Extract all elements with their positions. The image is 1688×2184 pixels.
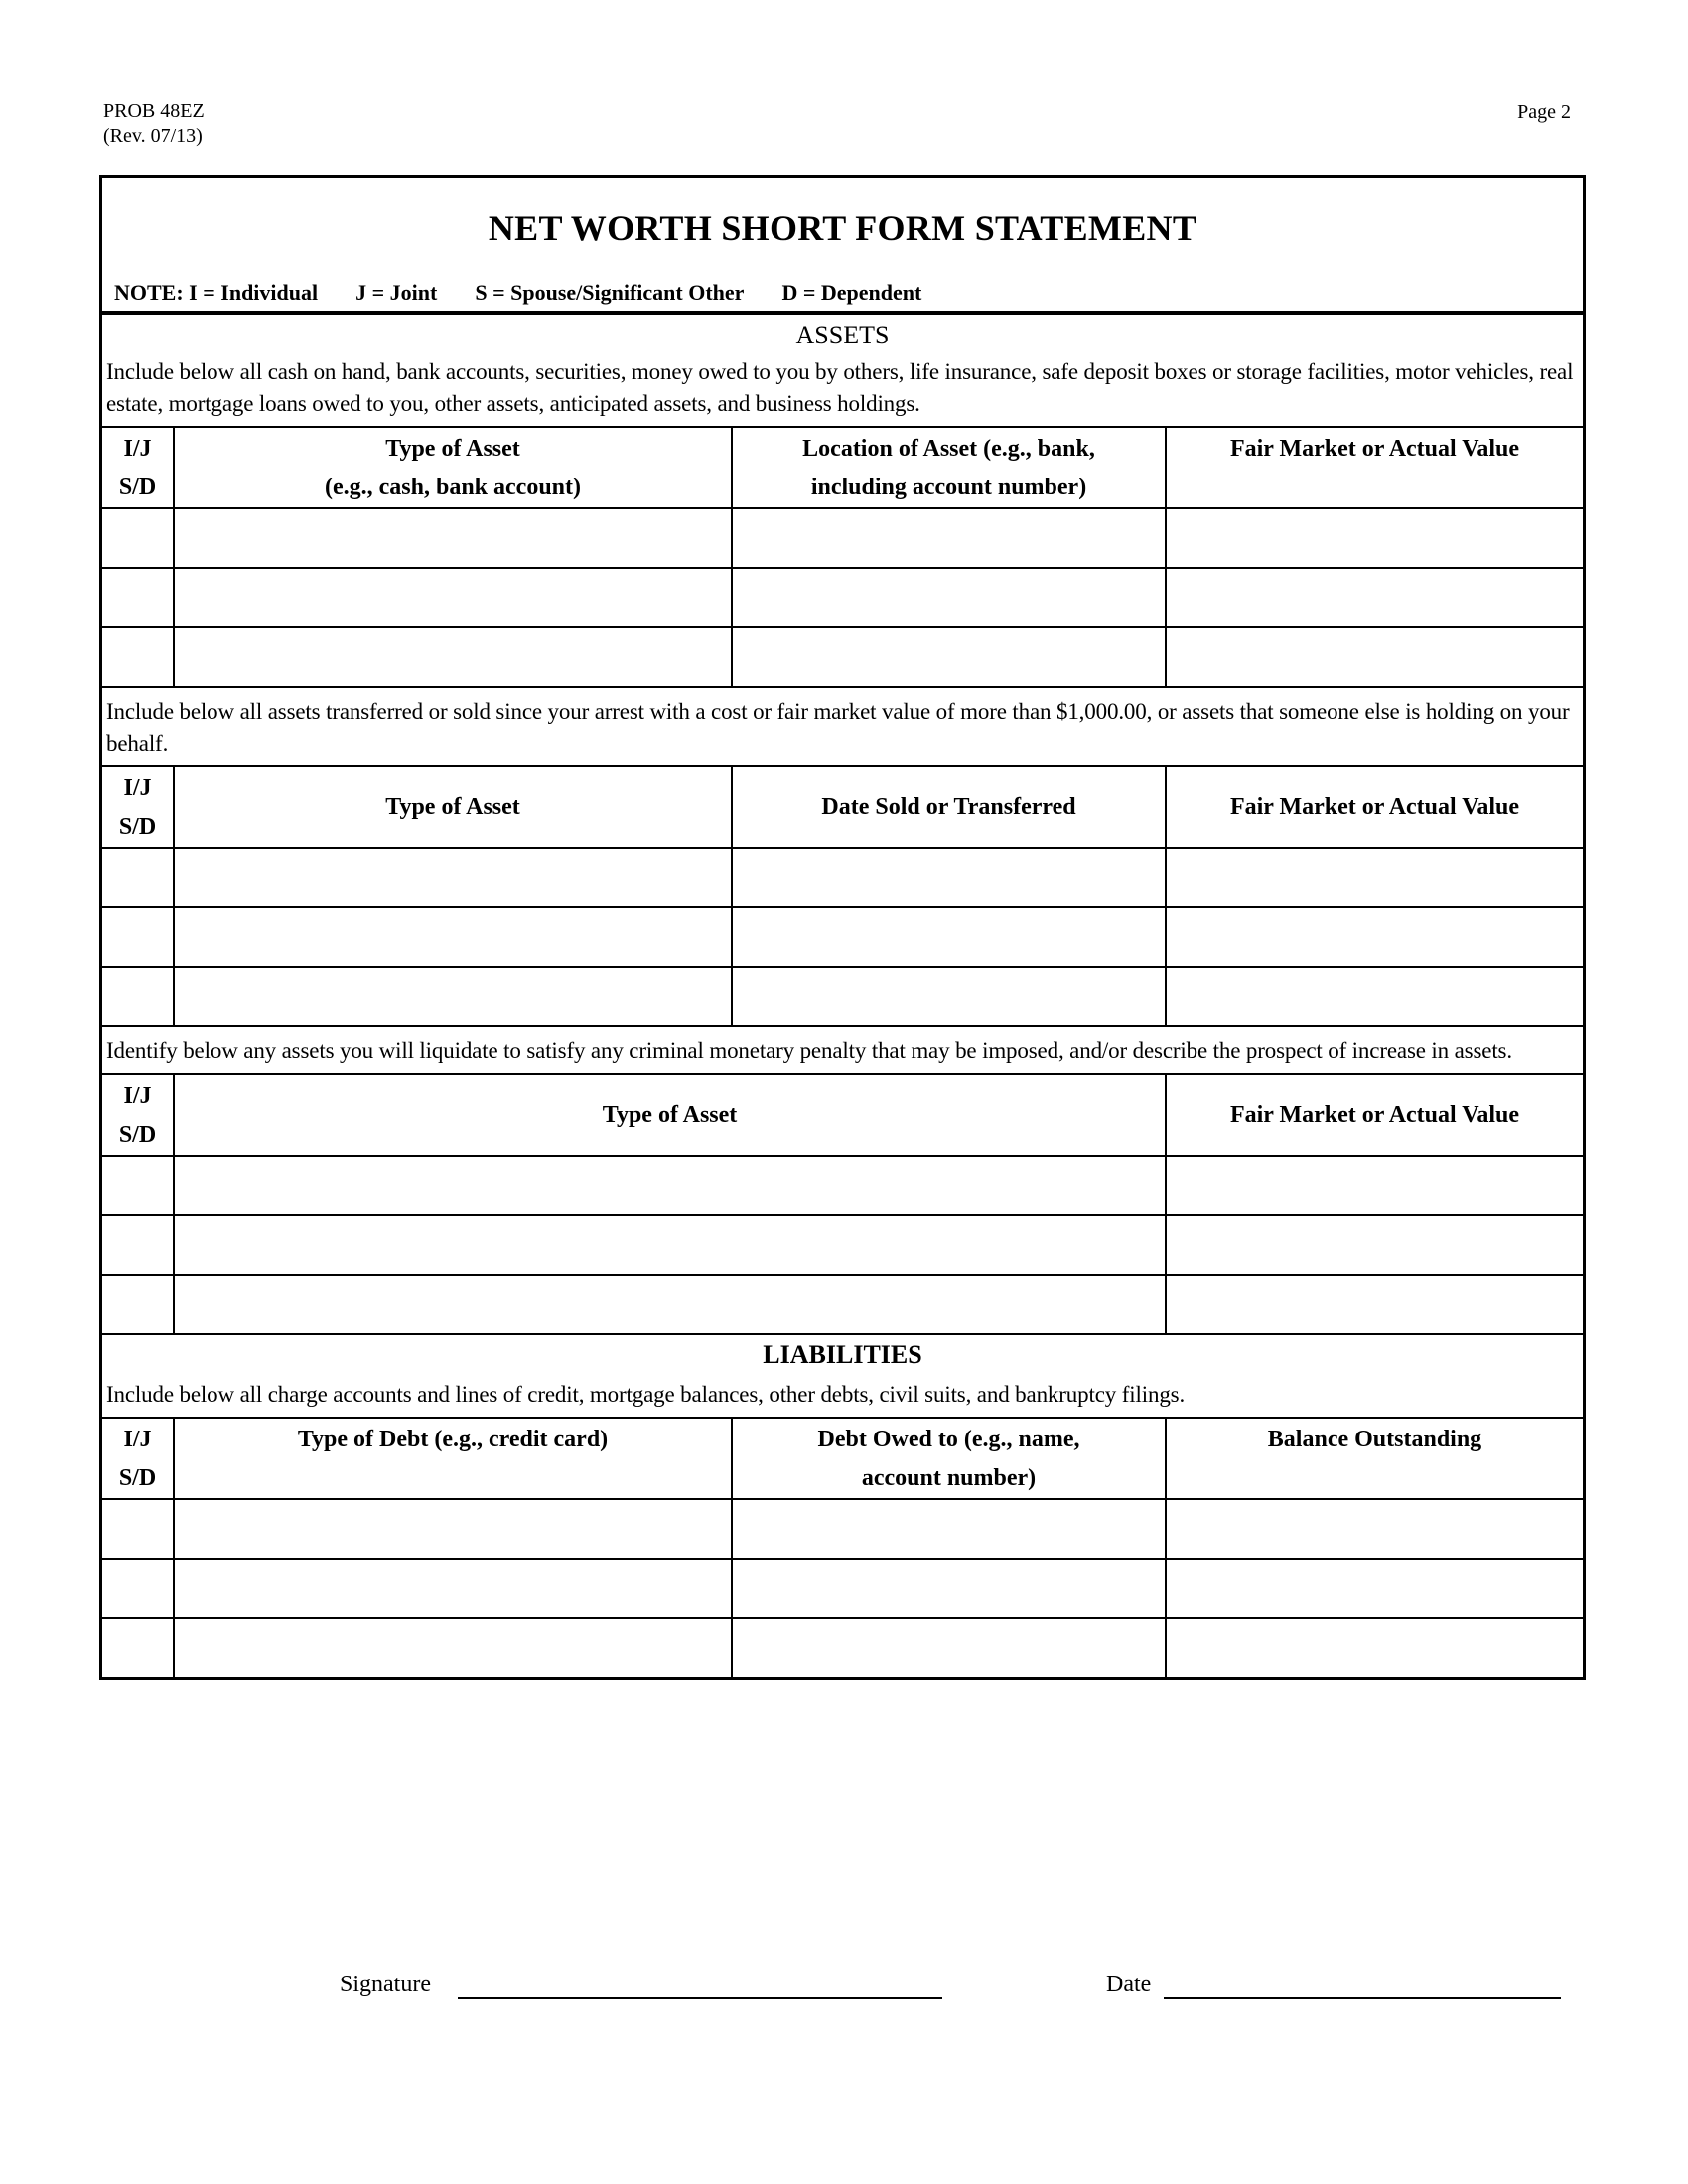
table-row bbox=[102, 907, 1583, 967]
assets-table-1 bbox=[102, 426, 1583, 688]
col-ijsd-line1: I/J bbox=[123, 1427, 152, 1452]
input-cell[interactable] bbox=[732, 1559, 1166, 1618]
col-fair-market-value: Fair Market or Actual Value bbox=[1166, 1074, 1583, 1156]
table-row bbox=[102, 627, 1583, 687]
input-cell[interactable] bbox=[174, 1559, 732, 1618]
input-cell[interactable] bbox=[102, 1156, 174, 1215]
input-cell[interactable] bbox=[1166, 1215, 1583, 1275]
input-cell[interactable] bbox=[102, 568, 174, 627]
input-cell[interactable] bbox=[1166, 627, 1583, 687]
input-cell[interactable] bbox=[102, 907, 174, 967]
liabilities-table bbox=[102, 1417, 1583, 1677]
input-cell[interactable] bbox=[732, 967, 1166, 1026]
table-row bbox=[102, 848, 1583, 907]
col-fair-market-value: Fair Market or Actual Value bbox=[1166, 766, 1583, 848]
input-cell[interactable] bbox=[1166, 1618, 1583, 1677]
input-cell[interactable] bbox=[102, 1499, 174, 1559]
input-cell[interactable] bbox=[1166, 568, 1583, 627]
col-location-line1: Location of Asset (e.g., bank, bbox=[802, 436, 1095, 462]
legend-spouse: S = Spouse/Significant Other bbox=[475, 280, 745, 305]
col-owed-line2: account number) bbox=[861, 1465, 1037, 1491]
input-cell[interactable] bbox=[174, 1156, 1166, 1215]
table-row bbox=[102, 1215, 1583, 1275]
table-row bbox=[102, 1618, 1583, 1677]
col-ijsd-line2: S/D bbox=[118, 814, 157, 840]
input-cell[interactable] bbox=[1166, 1559, 1583, 1618]
table-header-row bbox=[102, 1418, 1583, 1499]
legend-individual: NOTE: I = Individual bbox=[114, 280, 319, 305]
col-date-sold: Date Sold or Transferred bbox=[732, 766, 1166, 848]
assets-instructions-2: Include below all assets transferred or sold since your arrest with a cost or fair market value of more than $1,000.00, or assets that someone else is holding on your behalf. bbox=[106, 699, 1570, 755]
liabilities-heading: LIABILITIES bbox=[763, 1340, 922, 1369]
input-cell[interactable] bbox=[174, 967, 732, 1026]
col-ijsd bbox=[102, 427, 174, 508]
col-ijsd-line1: I/J bbox=[123, 1083, 152, 1109]
col-fair-market-value: Fair Market or Actual Value bbox=[1166, 427, 1583, 508]
input-cell[interactable] bbox=[102, 627, 174, 687]
col-type-line1: Type of Asset bbox=[385, 436, 520, 462]
input-cell[interactable] bbox=[102, 967, 174, 1026]
page-number: Page 2 bbox=[1517, 101, 1571, 123]
table-row bbox=[102, 1559, 1583, 1618]
input-cell[interactable] bbox=[174, 1275, 1166, 1334]
input-cell[interactable] bbox=[732, 508, 1166, 568]
col-ijsd-line2: S/D bbox=[118, 475, 157, 500]
col-ijsd bbox=[102, 766, 174, 848]
col-owed-line1: Debt Owed to (e.g., name, bbox=[817, 1427, 1080, 1452]
input-cell[interactable] bbox=[1166, 967, 1583, 1026]
legend-dependent: D = Dependent bbox=[781, 280, 922, 305]
input-cell[interactable] bbox=[1166, 848, 1583, 907]
col-type-of-asset: Type of Asset bbox=[174, 766, 732, 848]
input-cell[interactable] bbox=[102, 1559, 174, 1618]
assets-table-3 bbox=[102, 1073, 1583, 1335]
col-ijsd-line1: I/J bbox=[123, 775, 152, 801]
input-cell[interactable] bbox=[102, 508, 174, 568]
form-frame bbox=[99, 175, 1586, 1680]
input-cell[interactable] bbox=[102, 1275, 174, 1334]
col-debt-owed-to bbox=[732, 1418, 1166, 1499]
input-cell[interactable] bbox=[1166, 508, 1583, 568]
input-cell[interactable] bbox=[732, 1499, 1166, 1559]
input-cell[interactable] bbox=[174, 627, 732, 687]
table-row bbox=[102, 568, 1583, 627]
input-cell[interactable] bbox=[732, 848, 1166, 907]
table-row bbox=[102, 1499, 1583, 1559]
input-cell[interactable] bbox=[174, 1215, 1166, 1275]
input-cell[interactable] bbox=[174, 907, 732, 967]
signature-label: Signature bbox=[340, 1972, 431, 1997]
assets-table-2 bbox=[102, 765, 1583, 1027]
form-id: PROB 48EZ bbox=[103, 100, 205, 122]
form-revision: (Rev. 07/13) bbox=[103, 125, 203, 147]
legend-joint: J = Joint bbox=[355, 280, 438, 305]
form-id-block bbox=[103, 99, 205, 149]
form-title: NET WORTH SHORT FORM STATEMENT bbox=[488, 208, 1197, 248]
input-cell[interactable] bbox=[174, 848, 732, 907]
input-cell[interactable] bbox=[732, 1618, 1166, 1677]
col-type-line2: (e.g., cash, bank account) bbox=[324, 475, 581, 500]
col-balance-outstanding: Balance Outstanding bbox=[1166, 1418, 1583, 1499]
col-location-line2: including account number) bbox=[810, 475, 1087, 500]
input-cell[interactable] bbox=[1166, 907, 1583, 967]
table-header-row bbox=[102, 766, 1583, 848]
col-ijsd bbox=[102, 1074, 174, 1156]
input-cell[interactable] bbox=[732, 568, 1166, 627]
col-type-of-asset bbox=[174, 427, 732, 508]
col-ijsd bbox=[102, 1418, 174, 1499]
date-label: Date bbox=[1106, 1972, 1152, 1997]
input-cell[interactable] bbox=[1166, 1156, 1583, 1215]
input-cell[interactable] bbox=[102, 1215, 174, 1275]
liabilities-instructions: Include below all charge accounts and lines of credit, mortgage balances, other debts, civil suits, and bankruptcy filings. bbox=[106, 1382, 1186, 1407]
table-row bbox=[102, 967, 1583, 1026]
col-ijsd-line1: I/J bbox=[123, 436, 152, 462]
col-ijsd-line2: S/D bbox=[118, 1465, 157, 1491]
assets-instructions-1: Include below all cash on hand, bank accounts, securities, money owed to you by others, life insurance, safe deposit boxes or storage facilities, motor vehicles, real estate, mortgage loans owed to you, other assets, anticipated assets, and business holdings. bbox=[106, 359, 1574, 416]
title-block bbox=[102, 178, 1583, 315]
input-cell[interactable] bbox=[102, 848, 174, 907]
input-cell[interactable] bbox=[174, 1618, 732, 1677]
table-header-row bbox=[102, 1074, 1583, 1156]
input-cell[interactable] bbox=[174, 568, 732, 627]
table-header-row bbox=[102, 427, 1583, 508]
input-cell[interactable] bbox=[174, 1499, 732, 1559]
col-location-of-asset bbox=[732, 427, 1166, 508]
assets-heading: ASSETS bbox=[795, 321, 890, 349]
input-cell[interactable] bbox=[102, 1618, 174, 1677]
input-cell[interactable] bbox=[174, 508, 732, 568]
col-ijsd-line2: S/D bbox=[118, 1122, 157, 1148]
assets-instructions-3: Identify below any assets you will liquidate to satisfy any criminal monetary penalty that may be imposed, and/or describe the prospect of increase in assets. bbox=[106, 1038, 1512, 1063]
signature-line[interactable] bbox=[458, 1997, 942, 1999]
input-cell[interactable] bbox=[732, 627, 1166, 687]
col-type-of-debt: Type of Debt (e.g., credit card) bbox=[174, 1418, 732, 1499]
input-cell[interactable] bbox=[1166, 1499, 1583, 1559]
table-row bbox=[102, 1275, 1583, 1334]
table-row bbox=[102, 508, 1583, 568]
input-cell[interactable] bbox=[732, 907, 1166, 967]
date-line[interactable] bbox=[1164, 1997, 1561, 1999]
table-row bbox=[102, 1156, 1583, 1215]
input-cell[interactable] bbox=[1166, 1275, 1583, 1334]
legend-note bbox=[114, 280, 959, 306]
col-type-of-asset: Type of Asset bbox=[174, 1074, 1166, 1156]
